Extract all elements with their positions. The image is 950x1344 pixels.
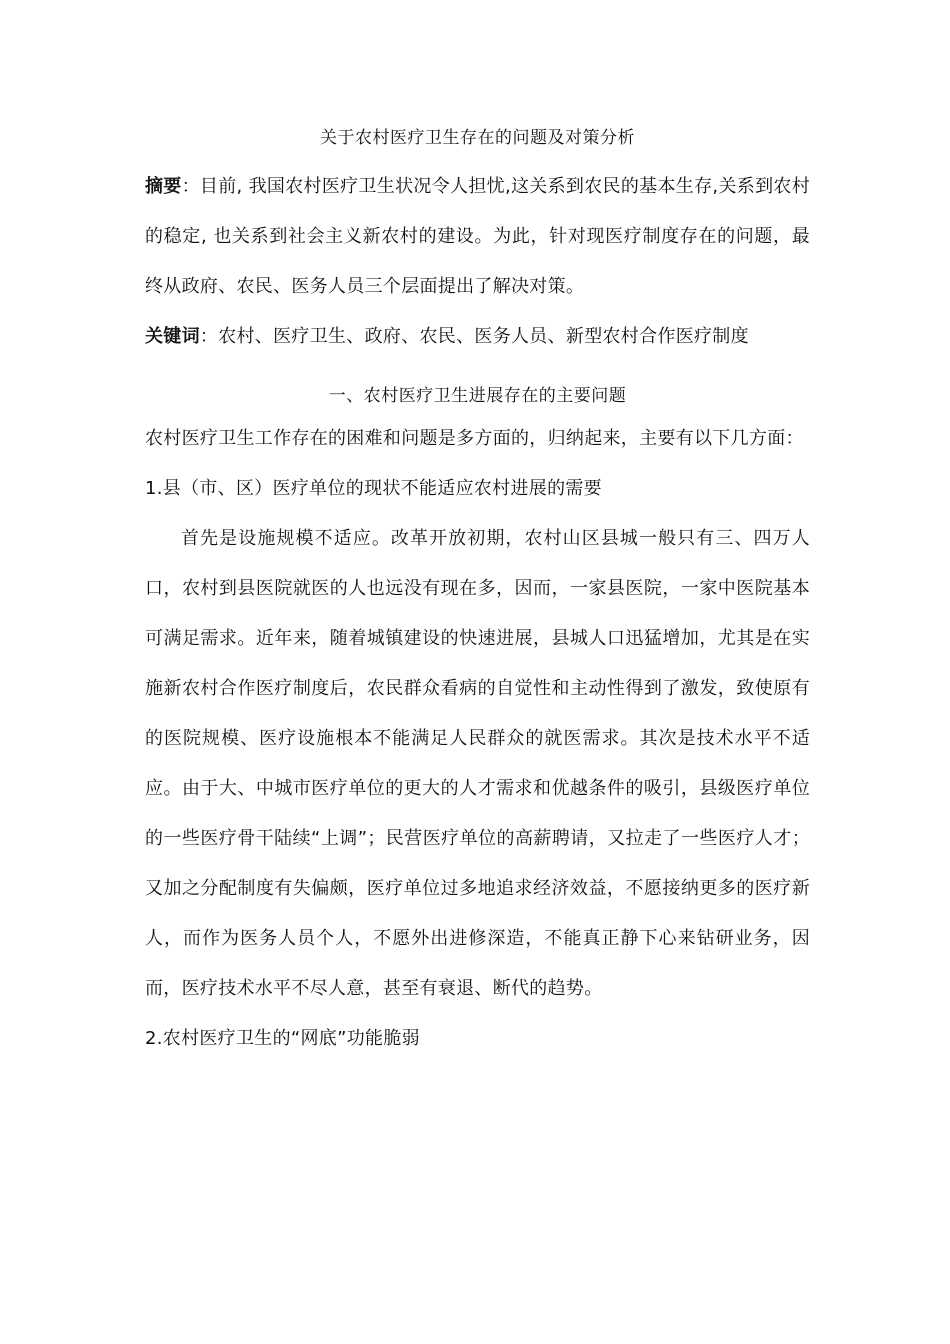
document-title: 关于农村医疗卫生存在的问题及对策分析 <box>320 128 635 148</box>
document-body <box>145 124 810 1064</box>
subheading-2: 2.农村医疗卫生的“网底”功能脆弱 <box>145 1028 420 1049</box>
body-paragraph-1: 首先是设施规模不适应。改革开放初期，农村山区县城一般只有三、四万人口，农村到县医院就医的人也远没有现在多，因而，一家县医院，一家中医院基本可满足需求。近年来，随着城镇建设的快速进展，县城人口迅猛增加，尤其是在实施新农村合作医疗制度后，农民群众看病的自觉性和主动性得到了激发，致使原有的医院规模、医疗设施根本不能满足人民群众的就医需求。其次是技术水平不适应。由于大、中城市医疗单位的更大的人才需求和优越条件的吸引，县级医疗单位的一些医疗骨干陆续“上调”；民营医疗单位的高薪聘请，又拉走了一些医疗人才；又加之分配制度有失偏颇，医疗单位过多地追求经济效益，不愿接纳更多的医疗新人，而作为医务人员个人，不愿外出进修深造，不能真正静下心来钻研业务，因而，医疗技术水平不尽人意，甚至有衰退、断代的趋势。 <box>145 528 810 999</box>
abstract-paragraph <box>145 162 810 312</box>
subheading-1: 1.县（市、区）医疗单位的现状不能适应农村进展的需要 <box>145 478 602 499</box>
keywords-label: 关键词 <box>145 326 200 347</box>
keywords-paragraph <box>145 312 810 362</box>
intro-paragraph: 农村医疗卫生工作存在的困难和问题是多方面的，归纳起来，主要有以下几方面： <box>145 428 804 449</box>
keywords-text: ：农村、医疗卫生、政府、农民、医务人员、新型农村合作医疗制度 <box>199 326 749 347</box>
section-title: 一、农村医疗卫生进展存在的主要问题 <box>328 386 627 406</box>
abstract-label: 摘要 <box>145 176 182 197</box>
abstract-text: ：目前, 我国农村医疗卫生状况令人担忧,这关系到农民的基本生存,关系到农村的稳定, 也关系到社会主义新农村的建设。为此，针对现医疗制度存在的问题，最终从政府、农民、医务人员三个层面提出了解决对策。 <box>145 176 810 297</box>
